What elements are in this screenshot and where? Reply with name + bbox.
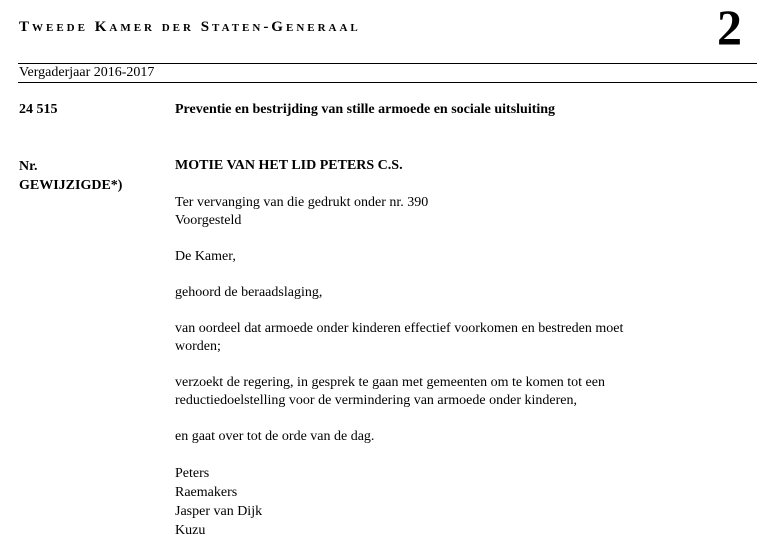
session-year: Vergaderjaar 2016-2017 (19, 65, 155, 80)
motion-number-label (19, 157, 122, 195)
request-line-1: verzoekt de regering, in gesprek te gaan met gemeenten om te komen tot een (175, 375, 605, 390)
signer-name: Jasper van Dijk (175, 504, 263, 519)
replacement-block (175, 194, 735, 230)
heard-text: gehoord de beraadslaging, (175, 285, 323, 300)
dossier-number: 24 515 (19, 102, 58, 117)
signer-name: Peters (175, 466, 210, 481)
page-number: 2 (717, 0, 742, 55)
motion-body (175, 157, 735, 540)
request-line-2: reductiedoelstelling voor de vermindering van armoede onder kinderen, (175, 393, 577, 408)
replacement-line: Ter vervanging van die gedrukt onder nr. 390 (175, 195, 429, 210)
opinion-clause (175, 320, 735, 356)
opinion-line-2: worden; (175, 339, 221, 354)
header-bottom-rule (18, 82, 757, 83)
signer-list (175, 464, 735, 540)
amended-label: GEWIJZIGDE*) (19, 178, 123, 193)
nr-label: Nr. (19, 159, 38, 174)
closing-text: en gaat over tot de orde van de dag. (175, 429, 375, 444)
motion-title: MOTIE VAN HET LID PETERS C.S. (175, 158, 403, 173)
dossier-title: Preventie en bestrijding van stille armoede en sociale uitsluiting (175, 102, 556, 117)
request-clause (175, 374, 735, 410)
signer-name: Raemakers (175, 485, 238, 500)
closing-clause (175, 428, 735, 446)
proposed-line: Voorgesteld (175, 213, 242, 228)
signer-name: Kuzu (175, 523, 206, 538)
header-top-rule (18, 63, 757, 64)
chamber-title: Tweede Kamer der Staten-Generaal (19, 19, 361, 35)
salutation (175, 248, 735, 266)
heard-clause (175, 284, 735, 302)
salutation-text: De Kamer, (175, 249, 236, 264)
opinion-line-1: van oordeel dat armoede onder kinderen effectief voorkomen en bestreden moet (175, 321, 624, 336)
